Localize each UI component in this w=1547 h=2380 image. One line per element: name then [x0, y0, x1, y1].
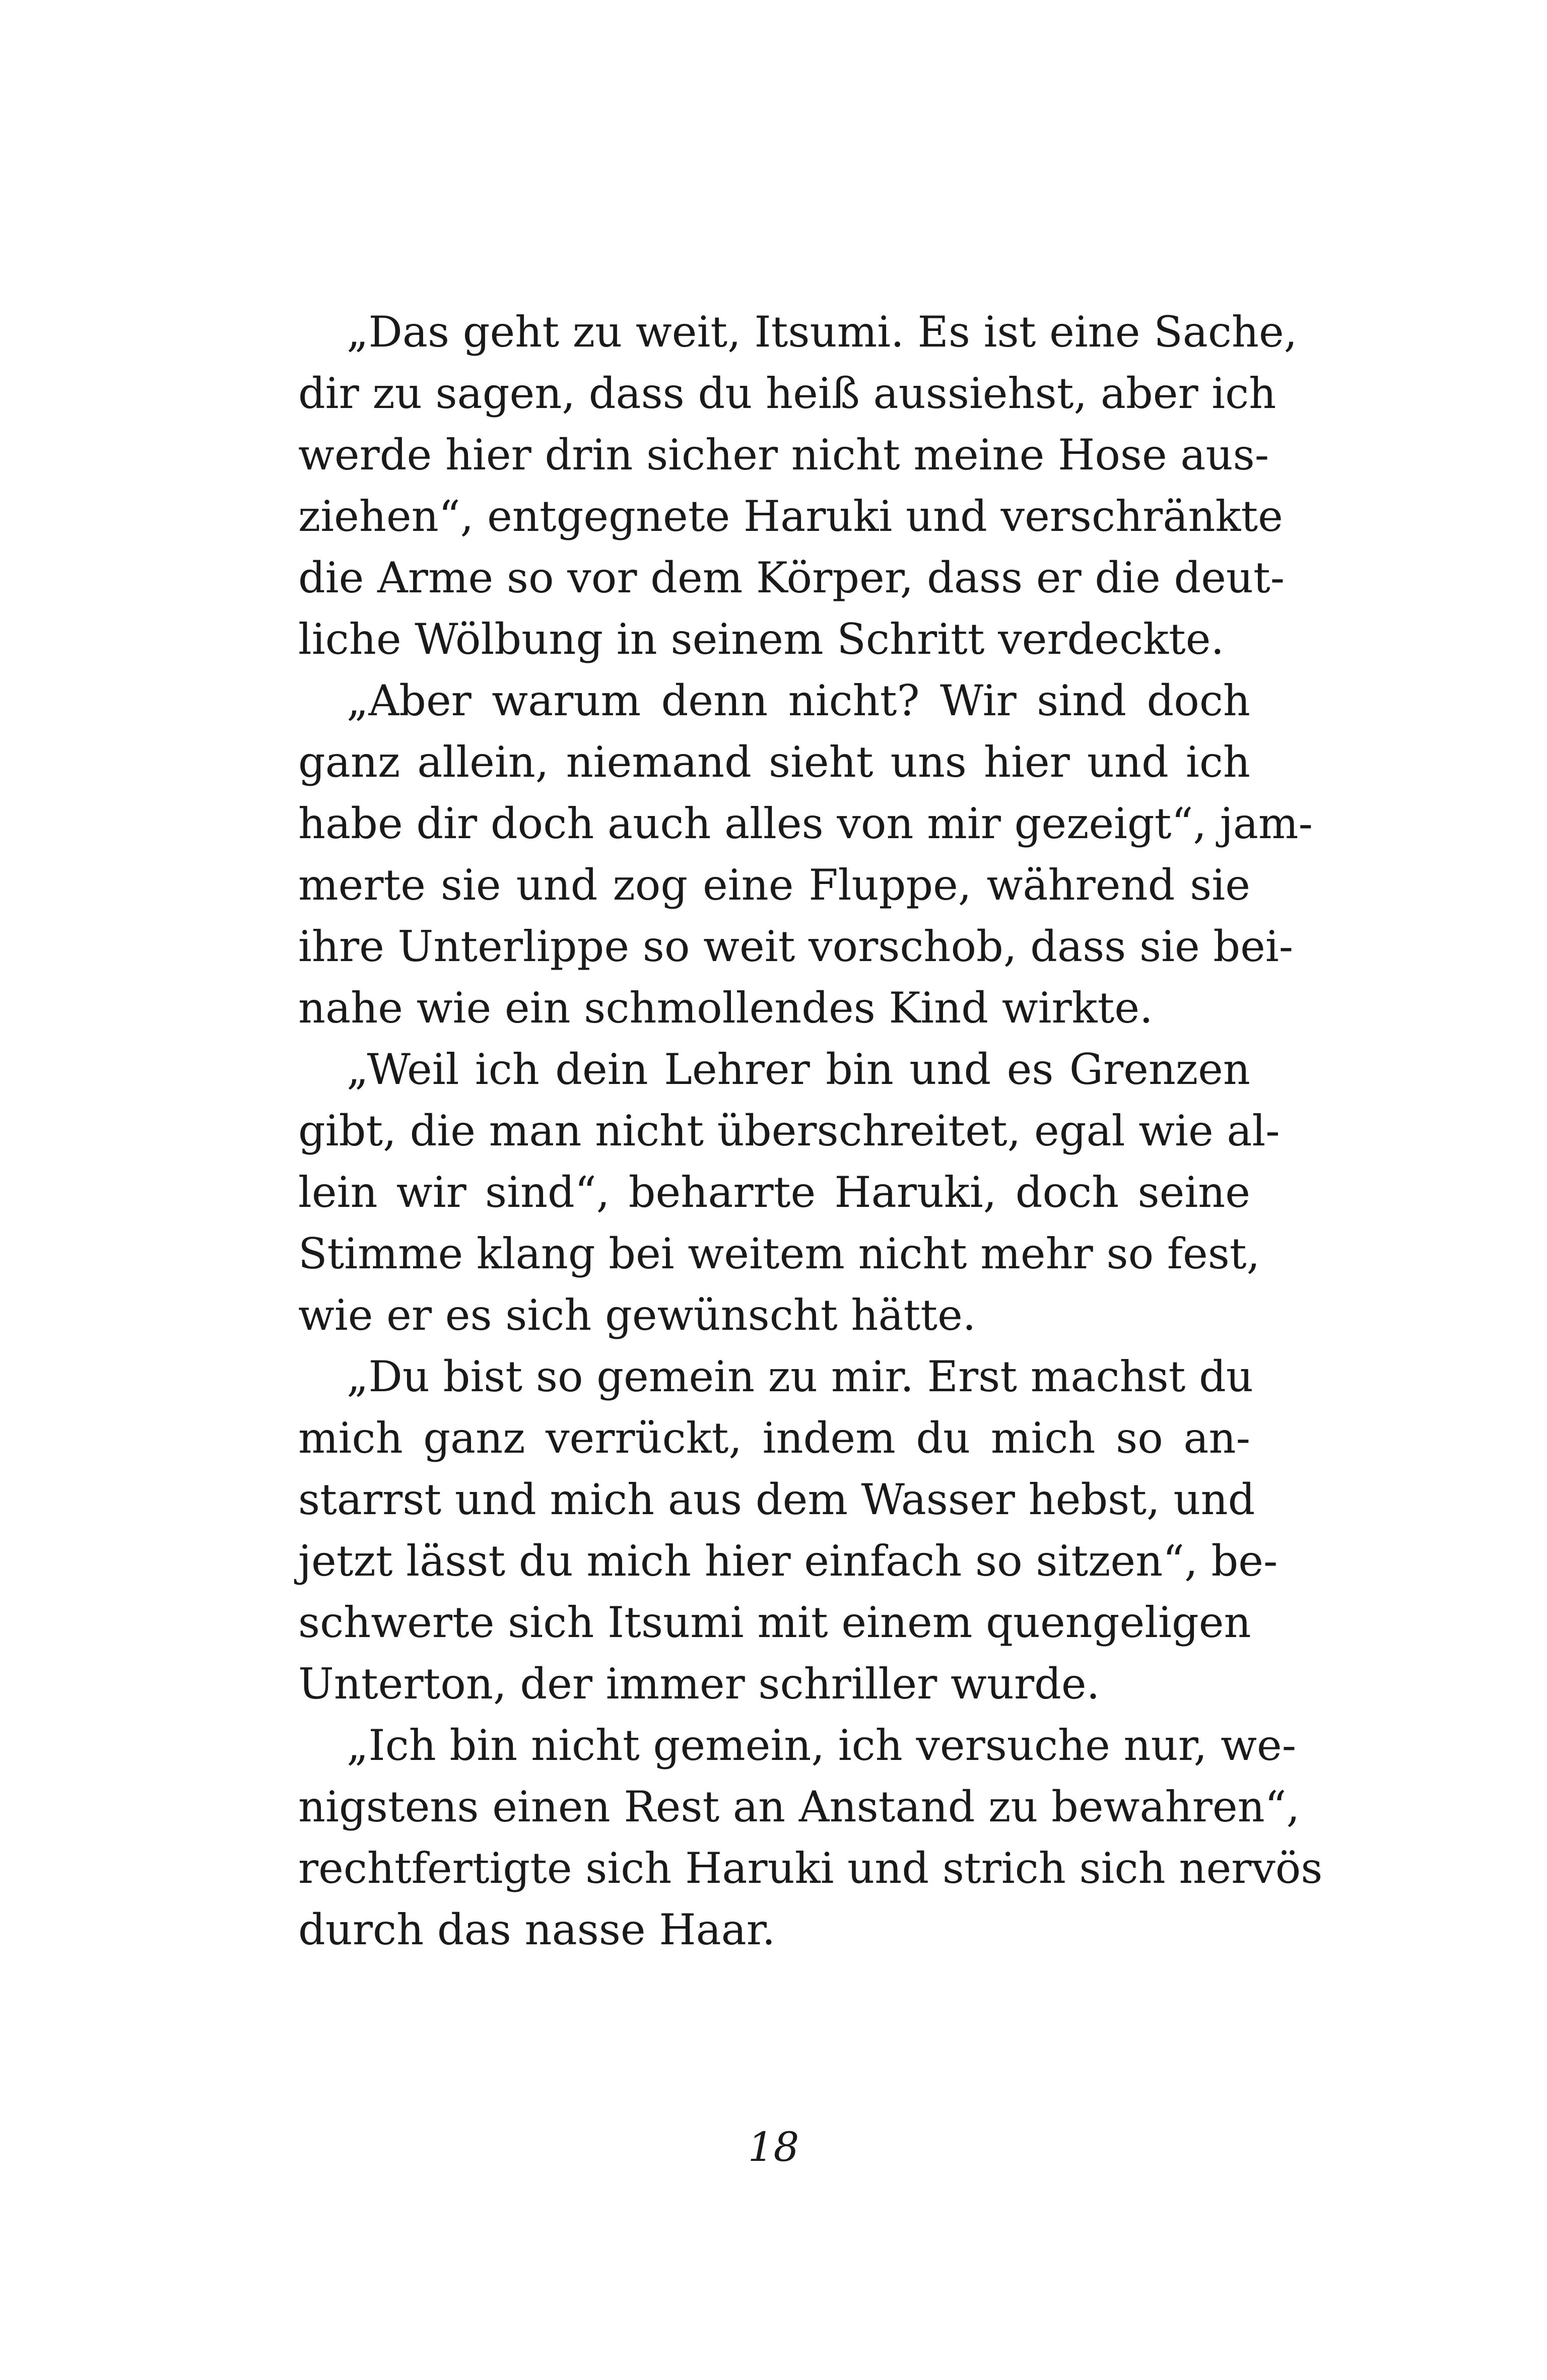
- body-text: [298, 301, 1323, 1960]
- text-line: ganz allein, niemand sieht uns hier und ich: [298, 737, 1250, 787]
- text-line: „Weil ich dein Lehrer bin und es Grenzen: [347, 1045, 1250, 1094]
- text-line: „Ich bin nicht gemein, ich versuche nur, we-: [347, 1721, 1297, 1770]
- text-line: wie er es sich gewünscht hätte.: [298, 1290, 976, 1340]
- text-line: mich ganz verrückt, indem du mich so an-: [298, 1413, 1250, 1463]
- text-line: die Arme so vor dem Körper, dass er die deut-: [298, 553, 1285, 602]
- text-line: Unterton, der immer schriller wurde.: [298, 1659, 1100, 1709]
- text-line: lein wir sind“, beharrte Haruki, doch seine: [298, 1168, 1250, 1217]
- text-line: starrst und mich aus dem Wasser hebst, und: [298, 1475, 1255, 1524]
- text-line: gibt, die man nicht überschreitet, egal wie al-: [298, 1106, 1280, 1155]
- text-line: nahe wie ein schmollendes Kind wirkte.: [298, 983, 1153, 1033]
- text-line: rechtfertigte sich Haruki und strich sich nervös: [298, 1844, 1323, 1893]
- text-line: ziehen“, entgegnete Haruki und verschränkte: [298, 492, 1283, 541]
- text-line: jetzt lässt du mich hier einfach so sitzen“, be-: [298, 1536, 1278, 1586]
- paragraph: [298, 670, 1313, 1039]
- text-line: „Du bist so gemein zu mir. Erst machst du: [347, 1352, 1254, 1401]
- text-line: merte sie und zog eine Fluppe, während sie: [298, 860, 1250, 910]
- text-line: ihre Unterlippe so weit vorschob, dass sie bei-: [298, 922, 1294, 971]
- page-number: 18: [748, 2124, 799, 2170]
- text-line: schwerte sich Itsumi mit einem quengeligen: [298, 1598, 1251, 1647]
- paragraph: [298, 301, 1298, 670]
- text-line: dir zu sagen, dass du heiß aussiehst, aber ich: [298, 369, 1276, 418]
- text-line: Stimme klang bei weitem nicht mehr so fest,: [298, 1229, 1260, 1278]
- text-line: nigstens einen Rest an Anstand zu bewahren“,: [298, 1782, 1300, 1831]
- paragraph: [298, 1039, 1280, 1346]
- text-line: „Das geht zu weit, Itsumi. Es ist eine Sache,: [347, 307, 1298, 357]
- text-line: „Aber warum denn nicht? Wir sind doch: [347, 676, 1250, 725]
- text-line: werde hier drin sicher nicht meine Hose aus-: [298, 430, 1269, 480]
- text-line: liche Wölbung in seinem Schritt verdeckte.: [298, 615, 1225, 664]
- paragraph: [298, 1346, 1278, 1715]
- paragraph: [298, 1715, 1323, 1960]
- text-line: habe dir doch auch alles von mir gezeigt“, jam-: [298, 799, 1313, 848]
- text-line: durch das nasse Haar.: [298, 1905, 776, 1954]
